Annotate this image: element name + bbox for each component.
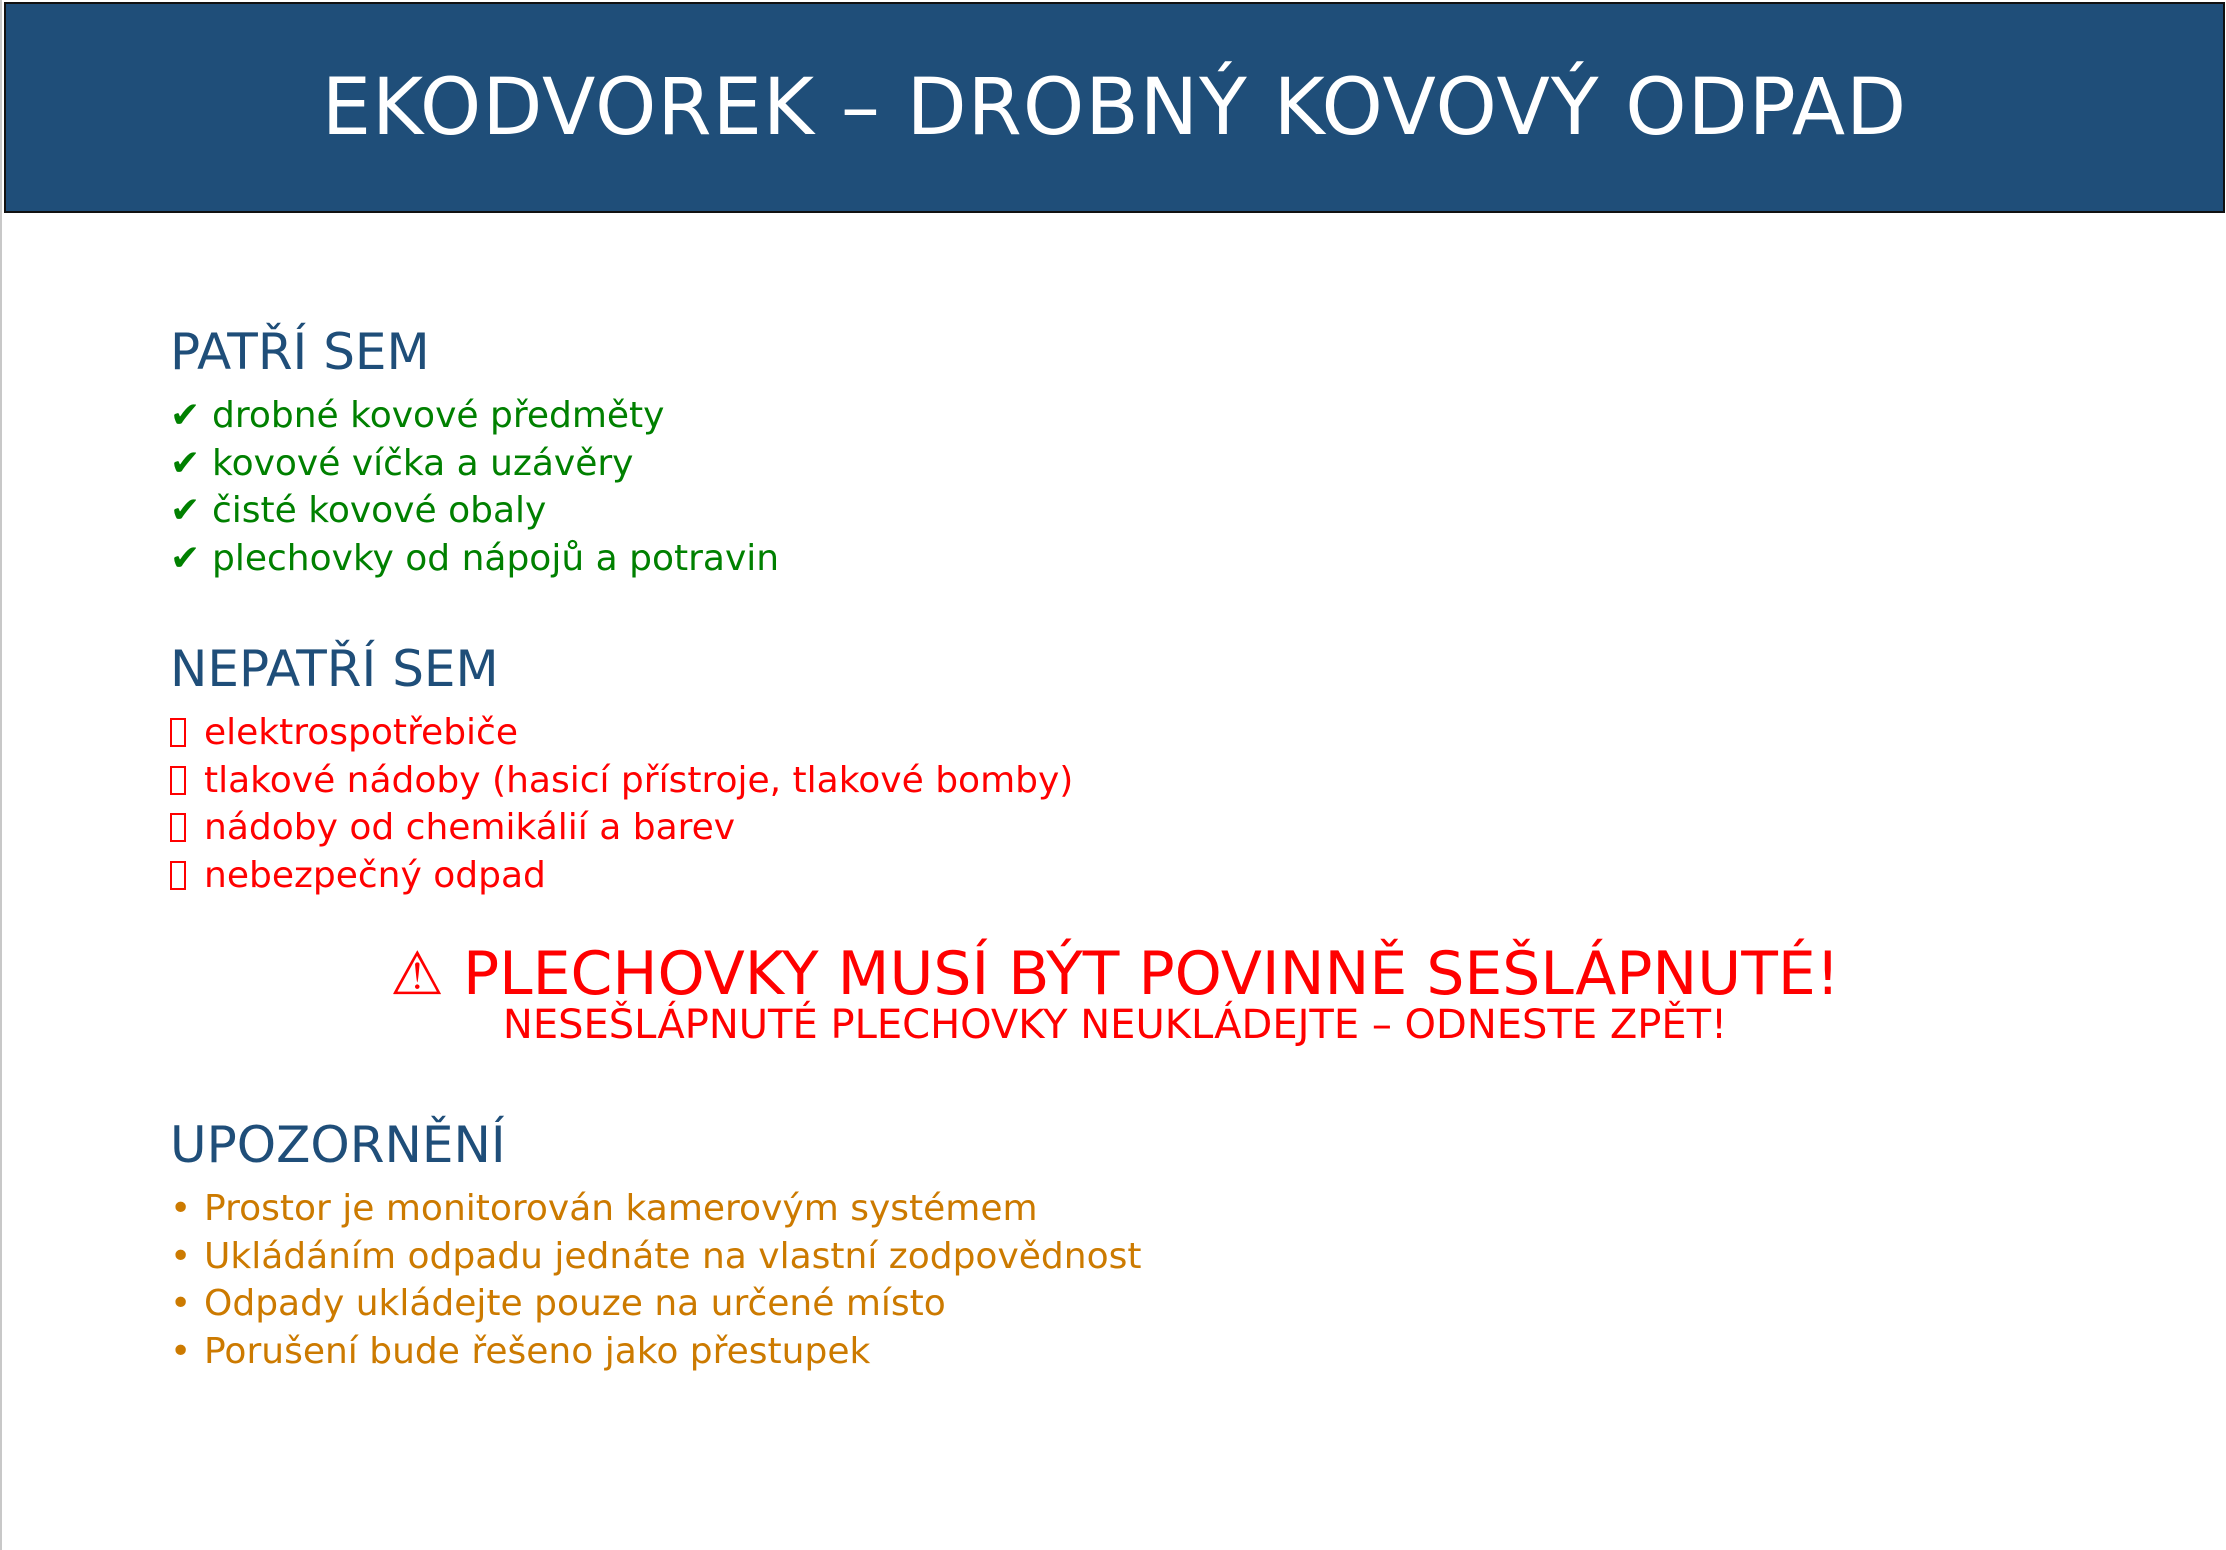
allowed-item [170,535,779,583]
missing-glyph-box-icon [170,766,204,795]
page-title: EKODVOREK – DROBNÝ KOVOVÝ ODPAD [321,62,1908,153]
allowed-list [170,392,779,582]
bullet-icon: • [170,1188,192,1229]
forbidden-item [170,709,1073,757]
missing-glyph-box-icon [170,813,204,842]
check-icon: ✔ [170,490,201,531]
allowed-item-text: kovové víčka a uzávěry [212,442,634,484]
bullet-icon: • [170,1235,192,1277]
check-icon: ✔ [170,395,201,436]
allowed-item [170,440,779,488]
allowed-heading: PATŘÍ SEM [170,323,430,381]
bullet-icon: • [170,1330,192,1372]
forbidden-item [170,804,1073,852]
notice-item-text: Porušení bude řešeno jako přestupek [204,1330,871,1372]
forbidden-item [170,852,1073,900]
missing-glyph-box-icon [170,718,204,747]
notice-item [170,1328,1141,1376]
forbidden-item-text: nebezpečný odpad [204,854,546,896]
allowed-item [170,392,779,440]
forbidden-item-text: tlakové nádoby (hasicí přístroje, tlakové bomby) [204,759,1074,801]
allowed-item-text: drobné kovové předměty [212,395,665,436]
notice-item [170,1185,1141,1233]
notice-item-text: Odpady ukládejte pouze na určené místo [204,1283,946,1324]
header-banner [4,2,2225,213]
notice-item [170,1233,1141,1281]
forbidden-item-text: elektrospotřebiče [204,712,518,753]
allowed-item [170,487,779,535]
allowed-item-text: čisté kovové obaly [212,490,547,531]
check-icon: ✔ [170,537,201,579]
bullet-icon: • [170,1283,192,1324]
notices-list [170,1185,1141,1375]
notice-item-text: Ukládáním odpadu jednáte na vlastní zodpovědnost [204,1235,1142,1277]
warning-headline: ⚠ PLECHOVKY MUSÍ BÝT POVINNĚ SEŠLÁPNUTÉ! [390,939,1840,1009]
forbidden-item [170,757,1073,805]
notice-item [170,1280,1141,1328]
notices-heading: UPOZORNĚNÍ [170,1116,506,1174]
check-icon: ✔ [170,442,201,484]
warning-subline: NESEŠLÁPNUTÉ PLECHOVKY NEUKLÁDEJTE – ODNESTE ZPĚT! [502,1002,1728,1048]
forbidden-item-text: nádoby od chemikálií a barev [204,807,736,848]
missing-glyph-box-icon [170,861,204,890]
notice-item-text: Prostor je monitorován kamerovým systémem [204,1188,1038,1229]
forbidden-list [170,709,1073,899]
allowed-item-text: plechovky od nápojů a potravin [212,537,780,579]
forbidden-heading: NEPATŘÍ SEM [170,640,499,698]
